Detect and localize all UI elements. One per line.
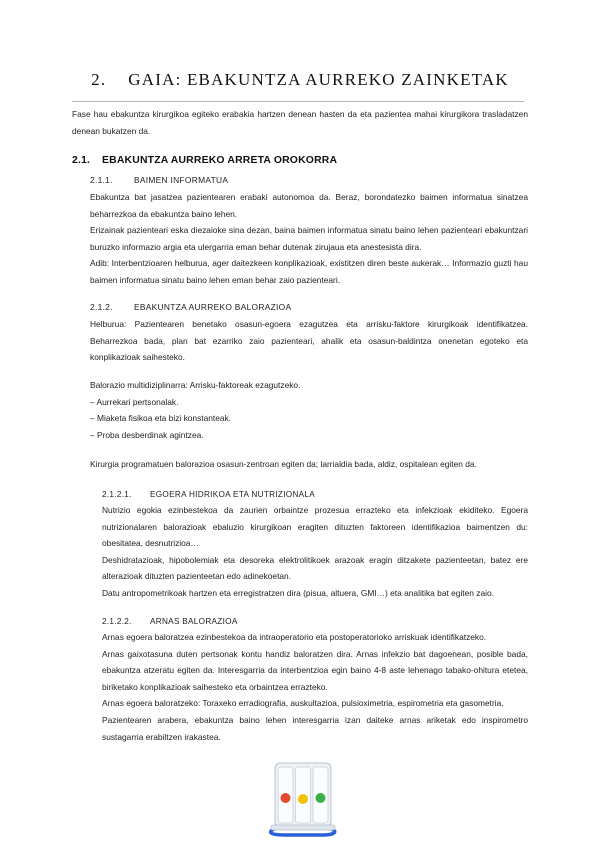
page-title: [0, 70, 600, 90]
list-item: – Proba desberdinak agintzea.: [90, 429, 204, 440]
subsection-number: 2.1.1.: [90, 175, 113, 185]
subsection-heading-baimen: [90, 175, 228, 185]
spirometer-base: [271, 825, 335, 830]
title-divider: [72, 101, 524, 102]
paragraph-line: Erizainak pazienteari eska diezaioke sina dezan, baina baimen informatua sinatu baino lehen pazienteari ebakuntzari buruzko informazio argia eta ulergarria eman behar dutenak zirujaua eta anestesista dira.: [90, 225, 528, 252]
section-heading: [72, 155, 337, 166]
paragraph-line: Arnas gaixotasuna duten pertsonak kontu handiz baloratzen dira. Arnas infekzio bat dagoenean, posible bada, ebakuntza atzeratu egiten da. Interesgarria da interbentzioa egin baino 4-8 aste lehenago tabako-ohitura etetea, biriketako konplikazioak saihesteko eta orbaintzea errazteko.: [102, 648, 528, 692]
title-text: GAIA: EBAKUNTZA AURREKO ZAINKETAK: [128, 70, 509, 89]
balorazioa-body: Helburua: Pazientearen benetako osasun-egoera ezagutzea eta arrisku-faktore kirurgikoak identifikatzea. Beharrezkoa bada, plan bat ezarriko zaio pazienteari, ahalik eta osasun-baldintza onenetan egoteko eta konplikazioak saihesteko.: [90, 319, 528, 363]
list-item: – Aurrekari pertsonalak.: [90, 396, 179, 407]
multidisciplinary-list: [90, 377, 528, 443]
balorazioa-closing: Kirurgia programatuen balorazioa osasun-zentroan egiten da; larrialdia bada, aldiz, ospitalean egiten da.: [90, 459, 477, 469]
subsubsection-title: ARNAS BALORAZIOA: [150, 617, 238, 626]
green-ball: [316, 793, 326, 803]
subsection-number: 2.1.2.: [90, 302, 113, 312]
baimen-body: [90, 189, 528, 289]
paragraph-line: Arnas egoera baloratzea ezinbestekoa da intraoperatorio eta postoperatorioko arriskuak identifikatzeko.: [102, 632, 487, 642]
section-title: EBAKUNTZA AURREKO ARRETA OROKORRA: [102, 155, 338, 166]
subsection-title: EBAKUNTZA AURREKO BALORAZIOA: [134, 302, 292, 312]
arnas-body: [102, 629, 528, 745]
red-ball: [281, 793, 291, 803]
subsection-heading-balorazioa: [90, 302, 291, 312]
paragraph-line: Pazientearen arabera, ebakuntza baino lehen interesgarria izan daiteke arnas ariketak edo inspirometro sustagarria erabiltzen irakastea.: [102, 714, 528, 742]
subsubsection-heading-nutrizioa: [102, 490, 315, 499]
paragraph-line: Deshidratazioak, hipobolemiak eta desoreka elektrolitikoek arazoak eragin ditzakete pazienteetan, batez ere alterazioak dituzten pazienteetan edo adinekoetan.: [102, 554, 528, 582]
subsubsection-number: 2.1.2.2.: [102, 617, 132, 626]
paragraph-line: Adib: Interbentzioaren helburua, ager daitezkeen konplikazioak, existitzen diren beste aukerak… Informazio guzti hau baimen informatua sinatu baino lehen eman behar zaio pazienteari.: [90, 258, 528, 285]
subsection-title: BAIMEN INFORMATUA: [134, 175, 229, 185]
yellow-ball: [298, 794, 308, 804]
title-number: 2.: [91, 70, 107, 89]
subsubsection-title: EGOERA HIDRIKOA ETA NUTRIZIONALA: [150, 490, 316, 499]
paragraph-line: Datu antropometrikoak hartzen eta erregistratzen dira (pisua, altuera, GMI…) eta analitika bat egiten zaio.: [102, 587, 494, 598]
section-number: 2.1.: [72, 155, 91, 166]
list-title: Balorazio multidiziplinarra: Arrisku-faktoreak ezagutzeko.: [90, 380, 301, 390]
list-item: – Miaketa fisikoa eta bizi konstanteak.: [90, 413, 232, 424]
nutrizioa-body: [102, 502, 528, 602]
incentive-spirometer-image: [263, 755, 343, 837]
paragraph-line: Nutrizio egokia ezinbestekoa da zaurien orbaintze prozesua errazteko eta infekzioak ekiditeko. Egoera nutrizionalaren balorazioak ebaluzio kirurgikoan eragiten dituzten faktoreen identifikazioa baimentzen du: obesitatea, desnutrizioa…: [102, 505, 528, 549]
intro-paragraph: Fase hau ebakuntza kirurgikoa egiteko erabakia hartzen denean hasten da eta pazientea mahai kirurgikora trasladatzen denean bukatzen da.: [72, 109, 528, 136]
paragraph-line: Ebakuntza bat jasatzea pazientearen erabaki autonomoa da. Beraz, borondatezko baimen informatua sinatzea beharrezkoa da ebakuntza baino lehen.: [90, 192, 528, 219]
subsubsection-number: 2.1.2.1.: [102, 490, 132, 499]
paragraph-line: Arnas egoera baloratzeko: Toraxeko erradiografia, auskultazioa, pulsioximetria, espirometria eta gasometria.: [102, 698, 504, 709]
subsubsection-heading-arnas: [102, 617, 238, 626]
